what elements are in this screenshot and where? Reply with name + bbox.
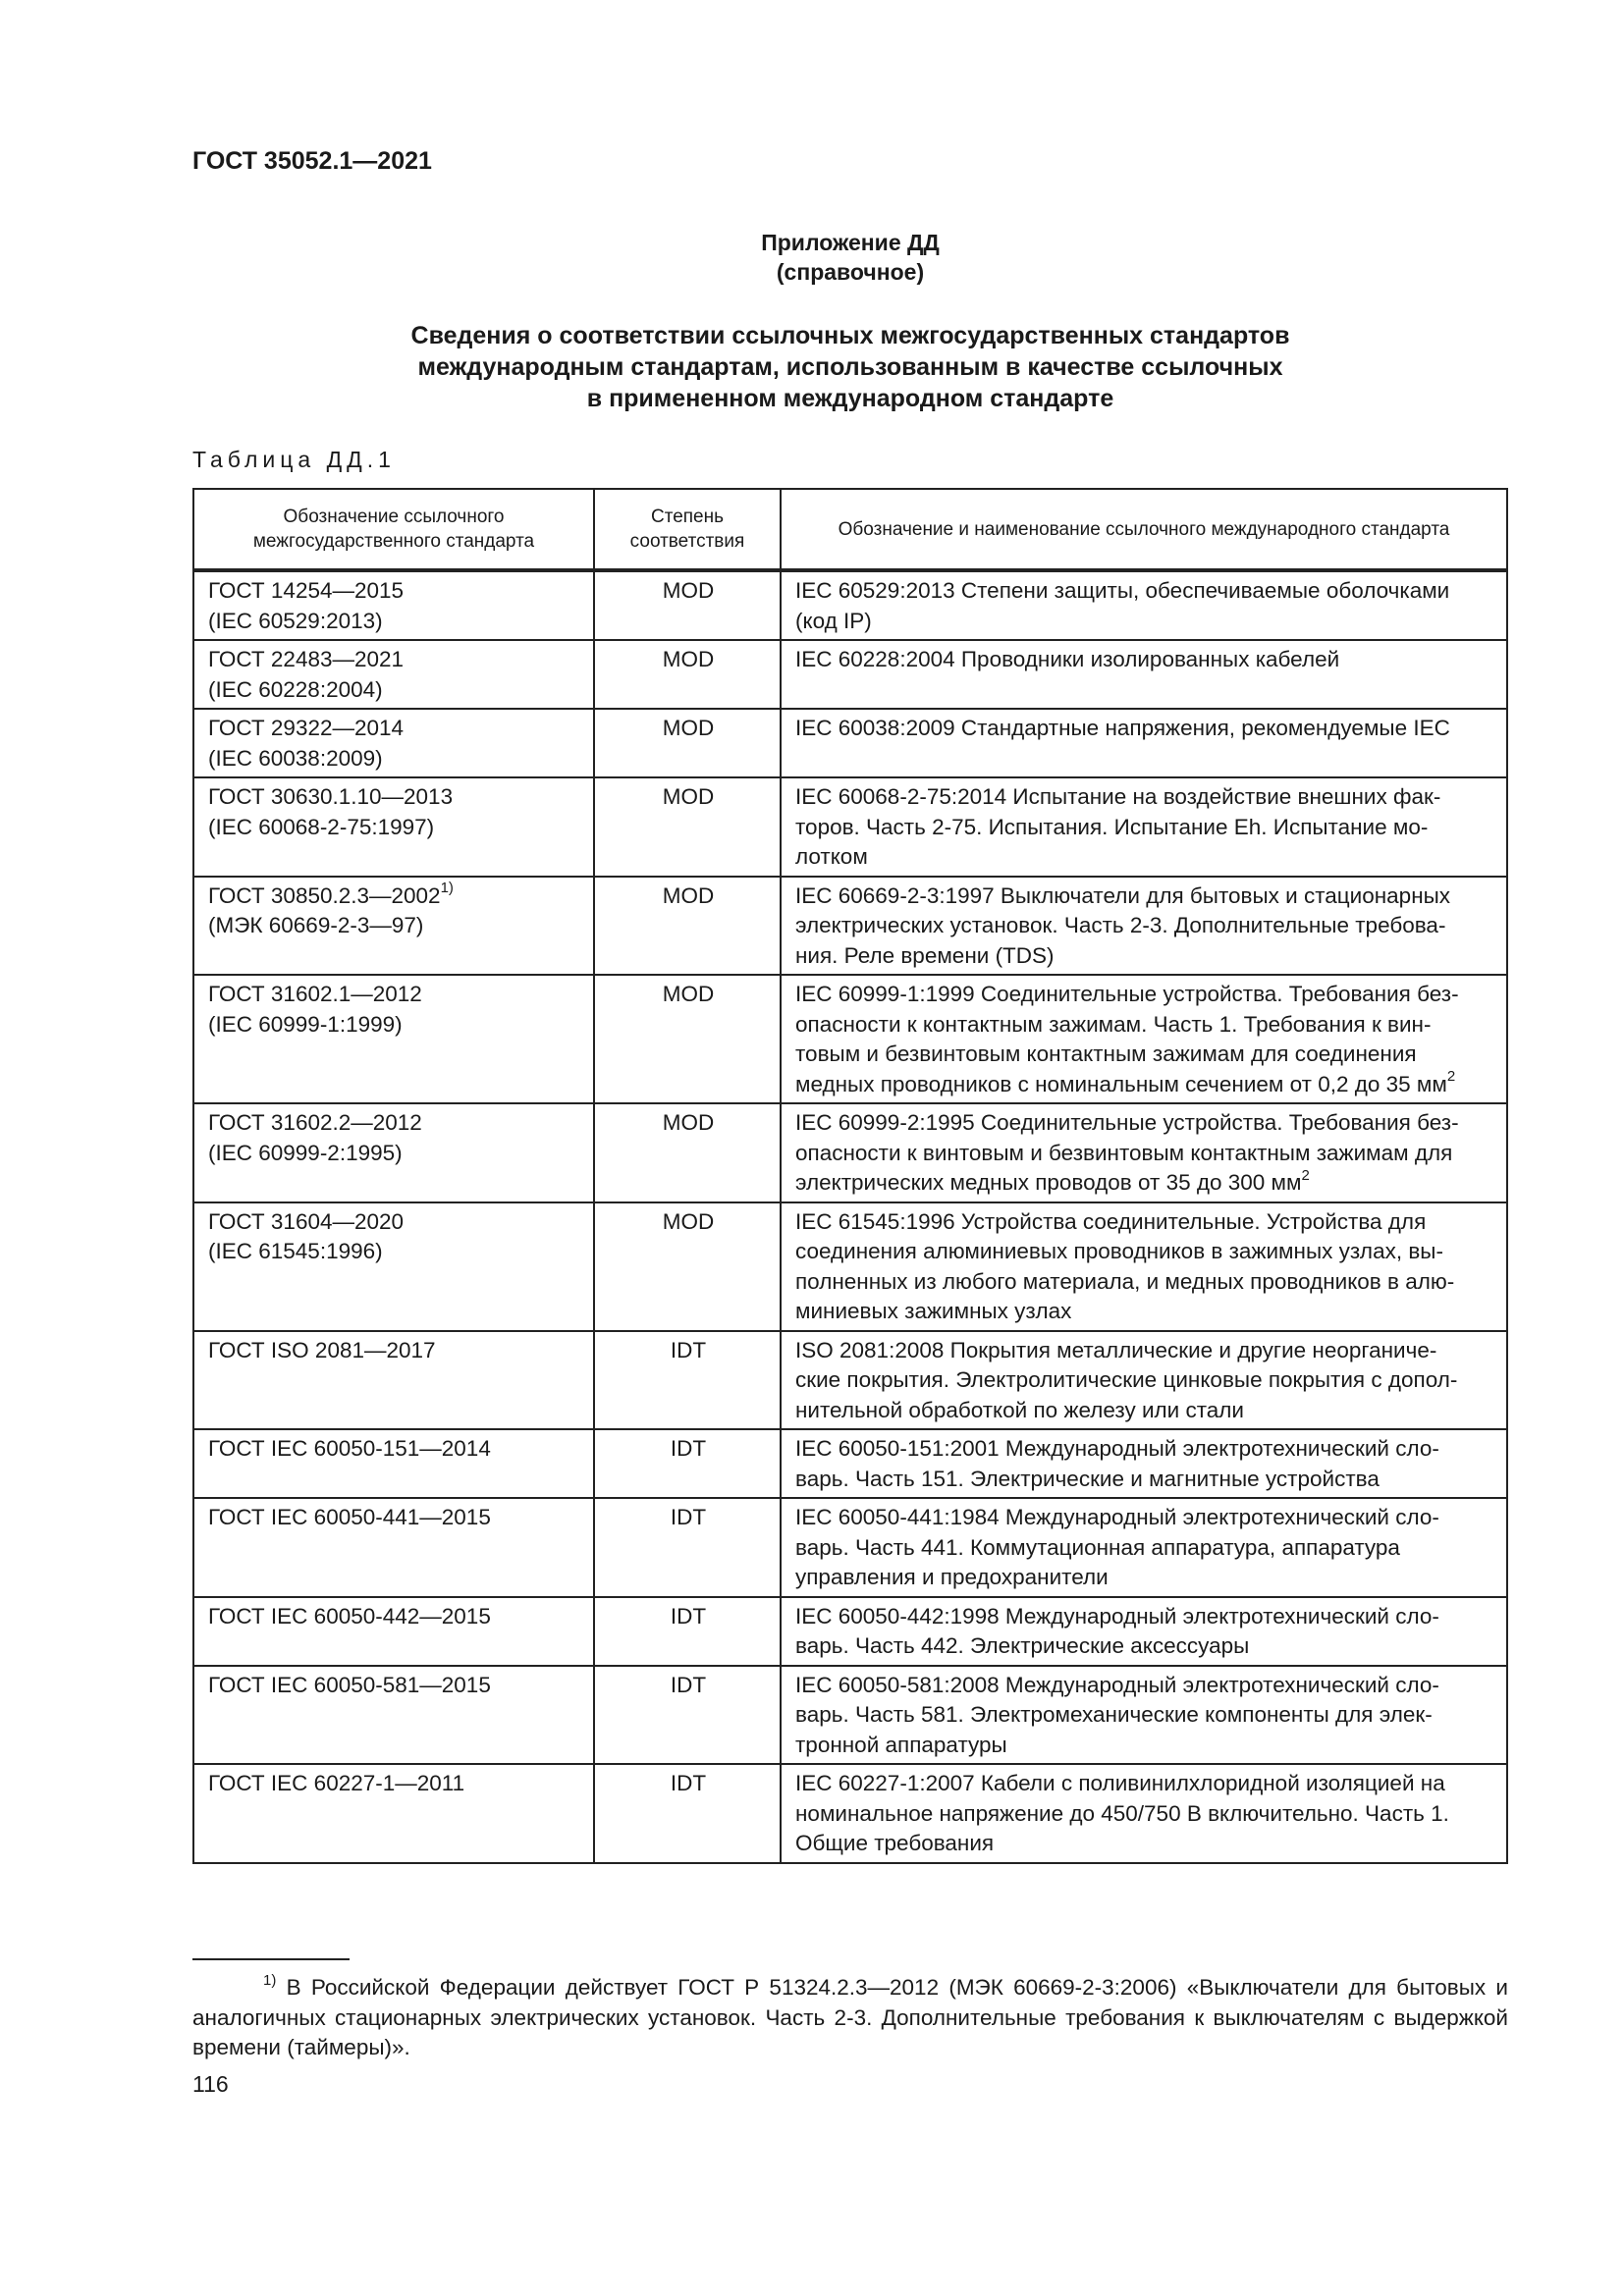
international-standard-text: электрических установок. Часть 2-3. Дополнительные требова- <box>795 913 1446 937</box>
table-row <box>193 1429 1507 1498</box>
international-standard-cell <box>781 1597 1507 1666</box>
degree-cell: MOD <box>594 709 781 777</box>
interstate-standard-line <box>208 980 581 1010</box>
interstate-standard-line <box>208 782 581 813</box>
interstate-standard-line <box>208 1769 581 1799</box>
international-standard-text: тронной аппаратуры <box>795 1732 1007 1757</box>
table-row <box>193 1666 1507 1765</box>
unit-superscript: 2 <box>1446 1068 1456 1085</box>
interstate-standard-line <box>208 1139 581 1169</box>
annex-type: (справочное) <box>776 259 925 285</box>
international-standard-text: IEC 60050-581:2008 Международный электротехнический сло- <box>795 1672 1439 1697</box>
interstate-standard-line <box>208 675 581 706</box>
international-standard-text: нительной обработкой по железу или стали <box>795 1397 1244 1422</box>
international-standard-text: номинальное напряжение до 450/750 В включительно. Часть 1. <box>795 1800 1449 1826</box>
interstate-standard-text: (IEC 60228:2004) <box>208 676 383 702</box>
interstate-standard-line <box>208 1336 581 1366</box>
degree-cell: IDT <box>594 1597 781 1666</box>
international-standard-text: опасности к винтовым и безвинтовым контактным зажимам для <box>795 1140 1453 1165</box>
international-standard-text: IEC 60999-1:1999 Соединительные устройства. Требования без- <box>795 982 1459 1006</box>
international-standard-text: варь. Часть 581. Электромеханические компоненты для элек- <box>795 1702 1433 1727</box>
international-standard-text: опасности к контактным зажимам. Часть 1. Требования к вин- <box>795 1011 1432 1037</box>
table-row <box>193 570 1507 640</box>
interstate-standard-cell <box>193 777 594 877</box>
international-standard-text: товым и безвинтовым контактным зажимам для соединения <box>795 1041 1417 1066</box>
degree-cell: MOD <box>594 975 781 1103</box>
title-line: международным стандартам, использованным в качестве ссылочных <box>417 353 1283 381</box>
degree-cell: MOD <box>594 877 781 976</box>
reference-standards-table <box>192 488 1508 1864</box>
interstate-standard-line <box>208 714 581 744</box>
interstate-standard-text: ГОСТ 30850.2.3—2002 <box>208 882 441 908</box>
table-row <box>193 709 1507 777</box>
international-standard-cell <box>781 1331 1507 1430</box>
footnote-divider <box>192 1958 350 1960</box>
international-standard-text: IEC 60999-2:1995 Соединительные устройства. Требования без- <box>795 1110 1459 1135</box>
international-standard-text: IEC 60228:2004 Проводники изолированных кабелей <box>795 647 1340 671</box>
international-standard-text: Общие требования <box>795 1831 995 1855</box>
international-standard-text: IEC 60529:2013 Степени защиты, обеспечиваемые оболочками <box>795 578 1450 603</box>
degree-cell: IDT <box>594 1498 781 1597</box>
interstate-standard-text: ГОСТ 14254—2015 <box>208 578 405 603</box>
interstate-standard-line <box>208 1434 581 1465</box>
footnote-mark: 1) <box>263 1971 277 1989</box>
interstate-standard-cell <box>193 1429 594 1498</box>
interstate-standard-text: ГОСТ IEC 60050-442—2015 <box>208 1603 491 1629</box>
international-standard-cell <box>781 709 1507 777</box>
interstate-standard-cell <box>193 1498 594 1597</box>
international-standard-text: IEC 60050-151:2001 Международный электротехнический сло- <box>795 1436 1439 1461</box>
international-standard-text: электрических медных проводов от 35 до 300 мм <box>795 1170 1302 1195</box>
international-standard-text: варь. Часть 442. Электрические аксессуары <box>795 1633 1250 1658</box>
international-standard-text: миниевых зажимных узлах <box>795 1299 1072 1323</box>
international-standard-text: IEC 60050-442:1998 Международный электротехнический сло- <box>795 1603 1439 1629</box>
international-standard-cell <box>781 777 1507 877</box>
international-standard-text: ские покрытия. Электролитические цинковые покрытия с допол- <box>795 1367 1458 1392</box>
interstate-standard-cell <box>193 975 594 1103</box>
degree-cell: IDT <box>594 1666 781 1765</box>
interstate-standard-line <box>208 645 581 675</box>
interstate-standard-text: ГОСТ IEC 60050-581—2015 <box>208 1672 491 1697</box>
degree-cell: IDT <box>594 1764 781 1863</box>
degree-cell: IDT <box>594 1331 781 1430</box>
table-row <box>193 640 1507 709</box>
interstate-standard-cell <box>193 709 594 777</box>
degree-cell: IDT <box>594 1429 781 1498</box>
international-standard-cell <box>781 1764 1507 1863</box>
header-line: соответствия <box>629 531 745 552</box>
interstate-standard-cell <box>193 1202 594 1331</box>
document-title <box>192 320 1508 414</box>
interstate-standard-line <box>208 1010 581 1041</box>
degree-cell: MOD <box>594 640 781 709</box>
interstate-standard-text: ГОСТ 29322—2014 <box>208 716 405 740</box>
header-line: Обозначение ссылочного <box>283 507 505 527</box>
column-header-degree <box>594 489 781 570</box>
table-row <box>193 1103 1507 1202</box>
interstate-standard-text: (IEC 60038:2009) <box>208 745 383 771</box>
international-standard-cell <box>781 640 1507 709</box>
international-standard-text: медных проводников с номинальным сечением от 0,2 до 35 мм <box>795 1071 1447 1096</box>
footnote <box>192 1973 1508 2063</box>
interstate-standard-text: ГОСТ IEC 60050-151—2014 <box>208 1436 491 1461</box>
interstate-standard-cell <box>193 1764 594 1863</box>
table-row <box>193 1331 1507 1430</box>
international-standard-cell <box>781 877 1507 976</box>
column-header-international-standard: Обозначение и наименование ссылочного международного стандарта <box>781 489 1507 570</box>
international-standard-cell <box>781 975 1507 1103</box>
international-standard-text: лотком <box>795 844 868 869</box>
table-row <box>193 1597 1507 1666</box>
interstate-standard-text: (IEC 60068-2-75:1997) <box>208 814 435 839</box>
interstate-standard-cell <box>193 1597 594 1666</box>
interstate-standard-text: (IEC 60999-2:1995) <box>208 1140 403 1165</box>
interstate-standard-line <box>208 911 581 941</box>
header-line: Степень <box>650 507 725 527</box>
interstate-standard-cell <box>193 1331 594 1430</box>
interstate-standard-text: ГОСТ 31602.1—2012 <box>208 982 422 1006</box>
standard-number: ГОСТ 35052.1—2021 <box>192 147 432 175</box>
international-standard-cell <box>781 570 1507 640</box>
international-standard-text: варь. Часть 151. Электрические и магнитные устройства <box>795 1466 1380 1491</box>
international-standard-text: (код IP) <box>795 608 872 633</box>
page-number: 116 <box>192 2071 229 2097</box>
international-standard-text: варь. Часть 441. Коммутационная аппаратура, аппаратура <box>795 1534 1400 1560</box>
interstate-standard-line <box>208 813 581 843</box>
interstate-standard-cell <box>193 1666 594 1765</box>
international-standard-text: IEC 60227-1:2007 Кабели с поливинилхлоридной изоляцией на <box>795 1771 1445 1795</box>
international-standard-cell <box>781 1429 1507 1498</box>
unit-superscript: 2 <box>1301 1166 1310 1184</box>
column-header-interstate-standard <box>193 489 594 570</box>
international-standard-text: ISO 2081:2008 Покрытия металлические и другие неорганиче- <box>795 1337 1437 1362</box>
interstate-standard-text: (МЭК 60669-2-3—97) <box>208 913 424 937</box>
international-standard-cell <box>781 1666 1507 1765</box>
footnote-reference: 1) <box>440 880 454 896</box>
international-standard-text: IEC 60050-441:1984 Международный электротехнический сло- <box>795 1505 1439 1529</box>
interstate-standard-text: ГОСТ 31602.2—2012 <box>208 1110 422 1135</box>
degree-cell: MOD <box>594 1103 781 1202</box>
interstate-standard-text: ГОСТ IEC 60050-441—2015 <box>208 1505 491 1529</box>
table-row <box>193 1764 1507 1863</box>
international-standard-text: IEC 60669-2-3:1997 Выключатели для бытовых и стационарных <box>795 882 1451 908</box>
table-row <box>193 975 1507 1103</box>
table-body <box>193 570 1507 1863</box>
interstate-standard-cell <box>193 570 594 640</box>
title-line: Сведения о соответствии ссылочных межгосударственных стандартов <box>410 322 1290 349</box>
table-row <box>193 877 1507 976</box>
interstate-standard-text: ГОСТ IEC 60227-1—2011 <box>208 1771 465 1795</box>
international-standard-text: IEC 61545:1996 Устройства соединительные. Устройства для <box>795 1208 1427 1234</box>
interstate-standard-line <box>208 1207 581 1238</box>
interstate-standard-text: ГОСТ ISO 2081—2017 <box>208 1337 436 1362</box>
annex-title: Приложение ДД <box>761 230 940 255</box>
degree-cell: MOD <box>594 570 781 640</box>
interstate-standard-line <box>208 744 581 774</box>
table-header-row <box>193 489 1507 570</box>
interstate-standard-text: ГОСТ 30630.1.10—2013 <box>208 784 454 809</box>
international-standard-cell <box>781 1103 1507 1202</box>
interstate-standard-text: ГОСТ 22483—2021 <box>208 647 405 671</box>
international-standard-text: управления и предохранители <box>795 1565 1109 1589</box>
interstate-standard-line <box>208 607 581 637</box>
international-standard-cell <box>781 1202 1507 1331</box>
footnote-text: В Российской Федерации действует ГОСТ Р 51324.2.3—2012 (МЭК 60669-2-3:2006) «Выключатели для бытовых и аналогичных стационарных электрических установок. Часть 2-3. Дополнительные требования к выключателям с выдержкой времени (таймеры)». <box>192 1975 1508 2059</box>
interstate-standard-cell <box>193 1103 594 1202</box>
table-row <box>193 777 1507 877</box>
interstate-standard-text: (IEC 61545:1996) <box>208 1239 383 1263</box>
interstate-standard-line <box>208 881 581 912</box>
interstate-standard-line <box>208 576 581 607</box>
table-row <box>193 1202 1507 1331</box>
international-standard-text: торов. Часть 2-75. Испытания. Испытание Eh. Испытание мо- <box>795 814 1429 839</box>
annex-heading <box>192 228 1508 287</box>
table-row <box>193 1498 1507 1597</box>
interstate-standard-line <box>208 1108 581 1139</box>
international-standard-text: IEC 60068-2-75:2014 Испытание на воздействие внешних фак- <box>795 784 1441 809</box>
international-standard-text: полненных из любого материала, и медных проводников в алю- <box>795 1268 1455 1294</box>
interstate-standard-text: (IEC 60529:2013) <box>208 608 383 633</box>
interstate-standard-line <box>208 1602 581 1632</box>
international-standard-text: ния. Реле времени (TDS) <box>795 942 1055 968</box>
table-caption: Таблица ДД.1 <box>192 447 396 472</box>
international-standard-text: IEC 60038:2009 Стандартные напряжения, рекомендуемые IEC <box>795 716 1450 740</box>
interstate-standard-text: ГОСТ 31604—2020 <box>208 1208 405 1234</box>
interstate-standard-line <box>208 1671 581 1701</box>
header-line: межгосударственного стандарта <box>252 531 535 552</box>
international-standard-text: соединения алюминиевых проводников в зажимных узлах, вы- <box>795 1239 1443 1263</box>
international-standard-cell <box>781 1498 1507 1597</box>
title-line: в примененном международном стандарте <box>586 385 1114 412</box>
interstate-standard-cell <box>193 640 594 709</box>
interstate-standard-line <box>208 1503 581 1533</box>
degree-cell: MOD <box>594 777 781 877</box>
interstate-standard-cell <box>193 877 594 976</box>
interstate-standard-line <box>208 1237 581 1267</box>
interstate-standard-text: (IEC 60999-1:1999) <box>208 1011 403 1037</box>
degree-cell: MOD <box>594 1202 781 1331</box>
